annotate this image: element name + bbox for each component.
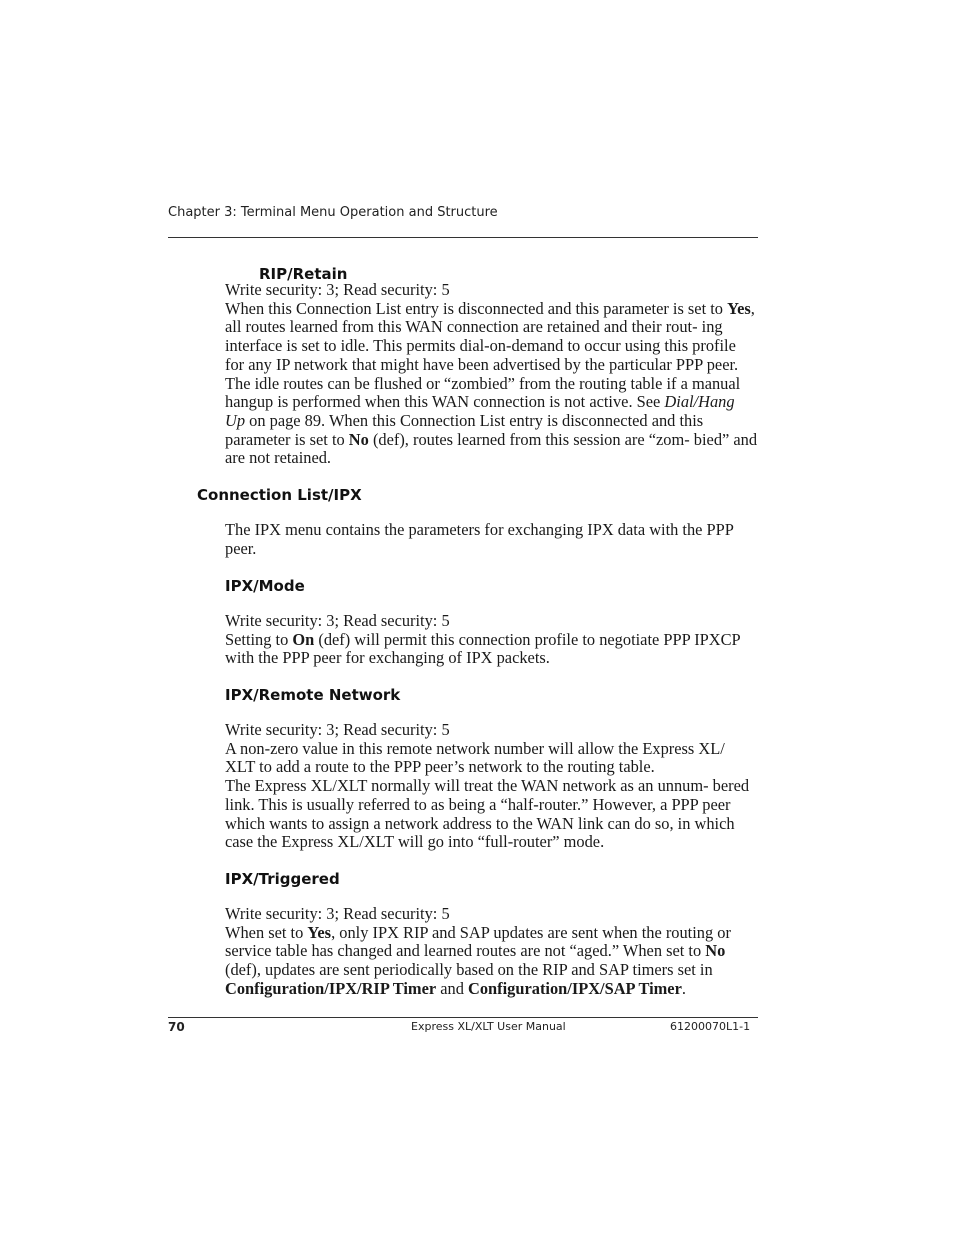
ipx-mode-section bbox=[225, 612, 758, 668]
ipx-remote-network-details: The Express XL/XLT normally will treat the WAN network as an unnum- bered link. This is usually referred to as being a “half-router.” However, a PPP peer which wants to assign a network address to the WAN link can do so, in which case the Express XL/XLT will go into “full-router” mode. bbox=[225, 776, 750, 852]
connection-list-ipx-heading: Connection List/IPX bbox=[197, 486, 362, 504]
rip-retain-section bbox=[225, 281, 758, 468]
no-keyword: No bbox=[705, 941, 726, 961]
ipx-mode-security: Write security: 3; Read security: 5 bbox=[225, 611, 450, 630]
yes-keyword: Yes bbox=[727, 298, 751, 318]
ipx-triggered-security: Write security: 3; Read security: 5 bbox=[225, 904, 450, 923]
ipx-triggered-section bbox=[225, 905, 758, 999]
on-keyword: On bbox=[292, 629, 315, 649]
rip-retain-heading: RIP/Retain bbox=[259, 265, 348, 283]
yes-keyword: Yes bbox=[307, 922, 332, 942]
ipx-remote-network-security: Write security: 3; Read security: 5 bbox=[225, 720, 450, 739]
no-keyword: No bbox=[348, 429, 369, 449]
rip-timer-reference: Configuration/IPX/RIP Timer bbox=[225, 978, 437, 998]
connection-list-ipx-section bbox=[225, 521, 758, 558]
ipx-mode-heading: IPX/Mode bbox=[225, 577, 305, 595]
rip-retain-description: When this Connection List entry is disconnected and this parameter is set to Yes, all routes learned from this WAN connection are retained and their rout- ing interface is set to idle. This permits dial-on-demand to occur using this profile for any IP network that might have been advertised by the particular PPP peer. The idle routes can be flushed or “zombied” from the routing table if a manual hangup is performed when this WAN connection is not active. See Dial/Hang Up on page 89. When this Connection List entry is disconnected and this parameter is set to No (def), routes learned from this session are “zom- bied” and are not retained. bbox=[225, 298, 758, 468]
ipx-remote-network-section bbox=[225, 721, 758, 852]
ipx-mode-description: Setting to On (def) will permit this connection profile to negotiate PPP IPXCP with the PPP peer for exchanging of IPX packets. bbox=[225, 629, 741, 668]
manual-title: Express XL/XLT User Manual bbox=[411, 1020, 566, 1033]
connection-list-ipx-description: The IPX menu contains the parameters for exchanging IPX data with the PPP peer. bbox=[225, 520, 734, 558]
part-number: 61200070L1-1 bbox=[670, 1020, 751, 1033]
footer-rule bbox=[168, 1017, 758, 1018]
page-number: 70 bbox=[168, 1020, 185, 1034]
running-head: Chapter 3: Terminal Menu Operation and Structure bbox=[168, 205, 498, 220]
rip-retain-security: Write security: 3; Read security: 5 bbox=[225, 280, 450, 299]
ipx-remote-network-description: A non-zero value in this remote network number will allow the Express XL/ XLT to add a route to the PPP peer’s network to the routing table. bbox=[225, 738, 725, 777]
dial-hang-up-reference: Dial/Hang Up bbox=[225, 392, 735, 430]
ipx-triggered-heading: IPX/Triggered bbox=[225, 870, 340, 888]
header-rule bbox=[168, 237, 758, 238]
ipx-triggered-description: When set to Yes, only IPX RIP and SAP updates are sent when the routing or service table has changed and learned routes are not “aged.” When set to No (def), updates are sent periodically based on the RIP and SAP timers set in Configuration/IPX/RIP Timer and Configuration/IPX/SAP Timer. bbox=[225, 922, 731, 998]
sap-timer-reference: Configuration/IPX/SAP Timer bbox=[468, 978, 682, 998]
ipx-remote-network-heading: IPX/Remote Network bbox=[225, 686, 401, 704]
